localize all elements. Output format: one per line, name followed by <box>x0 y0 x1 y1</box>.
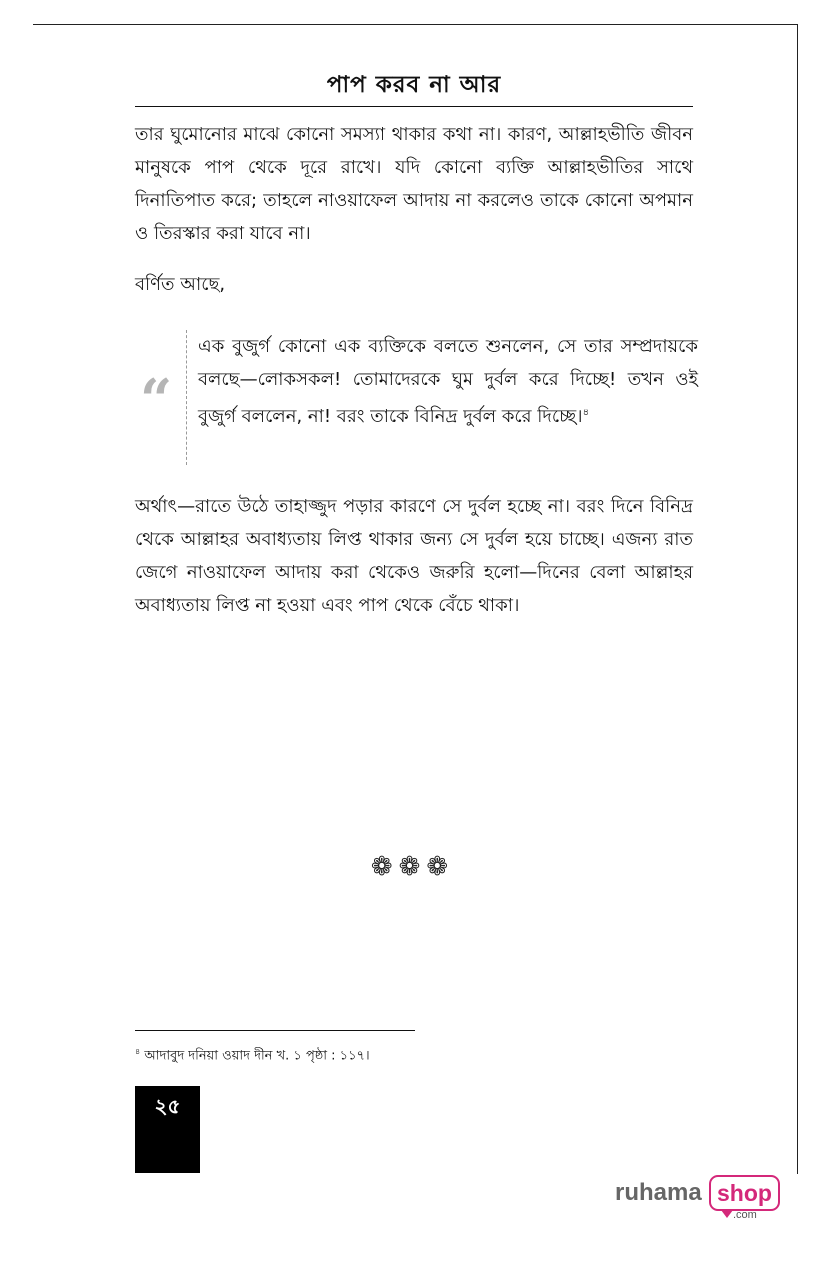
brand-name: ruhama <box>615 1179 702 1206</box>
footnote-number: ৪ <box>135 1047 141 1056</box>
quote-mark-icon: “ <box>140 367 173 433</box>
page-frame-top <box>33 24 798 25</box>
quote-rule <box>186 330 187 465</box>
paragraph-1: তার ঘুমোনোর মাঝে কোনো সমস্যা থাকার কথা না। কারণ, আল্লাহভীতি জীবন মানুষকে পাপ থেকে দূরে রাখে। যদি কোনো ব্যক্তি আল্লাহভীতির সাথে দিনাতিপাত করে; তাহলে নাওয়াফেল আদায় না করলেও তাকে কোনো অপমান ও তিরস্কার করা যাবে না। <box>135 124 693 244</box>
paragraph-2: বর্ণিত আছে, <box>135 274 226 295</box>
footnote <box>135 1042 555 1066</box>
running-head-rule <box>135 106 693 107</box>
paragraph-3: অর্থাৎ—রাতে উঠে তাহাজ্জুদ পড়ার কারণে সে দুর্বল হচ্ছে না। বরং দিনে বিনিদ্র থেকে আল্লাহর অবাধ্যতায় লিপ্ত থাকার জন্য সে দুর্বল হয়ে চাচ্ছে। এজন্য রাত জেগে নাওয়াফেল আদায় করা থেকেও জরুরি হলো—দিনের বেলা আল্লাহর অবাধ্যতায় লিপ্ত না হওয়া এবং পাপ থেকে বেঁচে থাকা। <box>135 496 693 616</box>
section-ornament: ❁❁❁ <box>370 852 455 882</box>
brand-badge: shop <box>709 1175 780 1211</box>
brand-tld: .com <box>733 1209 757 1221</box>
blockquote <box>198 330 698 433</box>
page-number: ২৫ <box>154 1094 181 1118</box>
brand-logo <box>615 1175 780 1225</box>
blockquote-text: এক বুজুর্গ কোনো এক ব্যক্তিকে বলতে শুনলেন, সে তার সম্প্রদায়কে বলছে—লোকসকল! তোমাদেরকে ঘুম দুর্বল করে দিচ্ছে! তখন ওই বুজুর্গ বললেন, না! বরং তাকে বিনিদ্র দুর্বল করে দিচ্ছে। <box>198 336 698 427</box>
footnote-reference[interactable]: ৪ <box>582 407 590 418</box>
page-frame-right <box>797 24 798 1174</box>
running-head: পাপ করব না আর <box>326 71 502 98</box>
footnote-text: আদাবুদ দনিয়া ওয়াদ দীন খ. ১ পৃষ্ঠা : ১১৭। <box>144 1048 370 1064</box>
footnote-rule <box>135 1030 415 1031</box>
page-number-box <box>135 1086 200 1173</box>
